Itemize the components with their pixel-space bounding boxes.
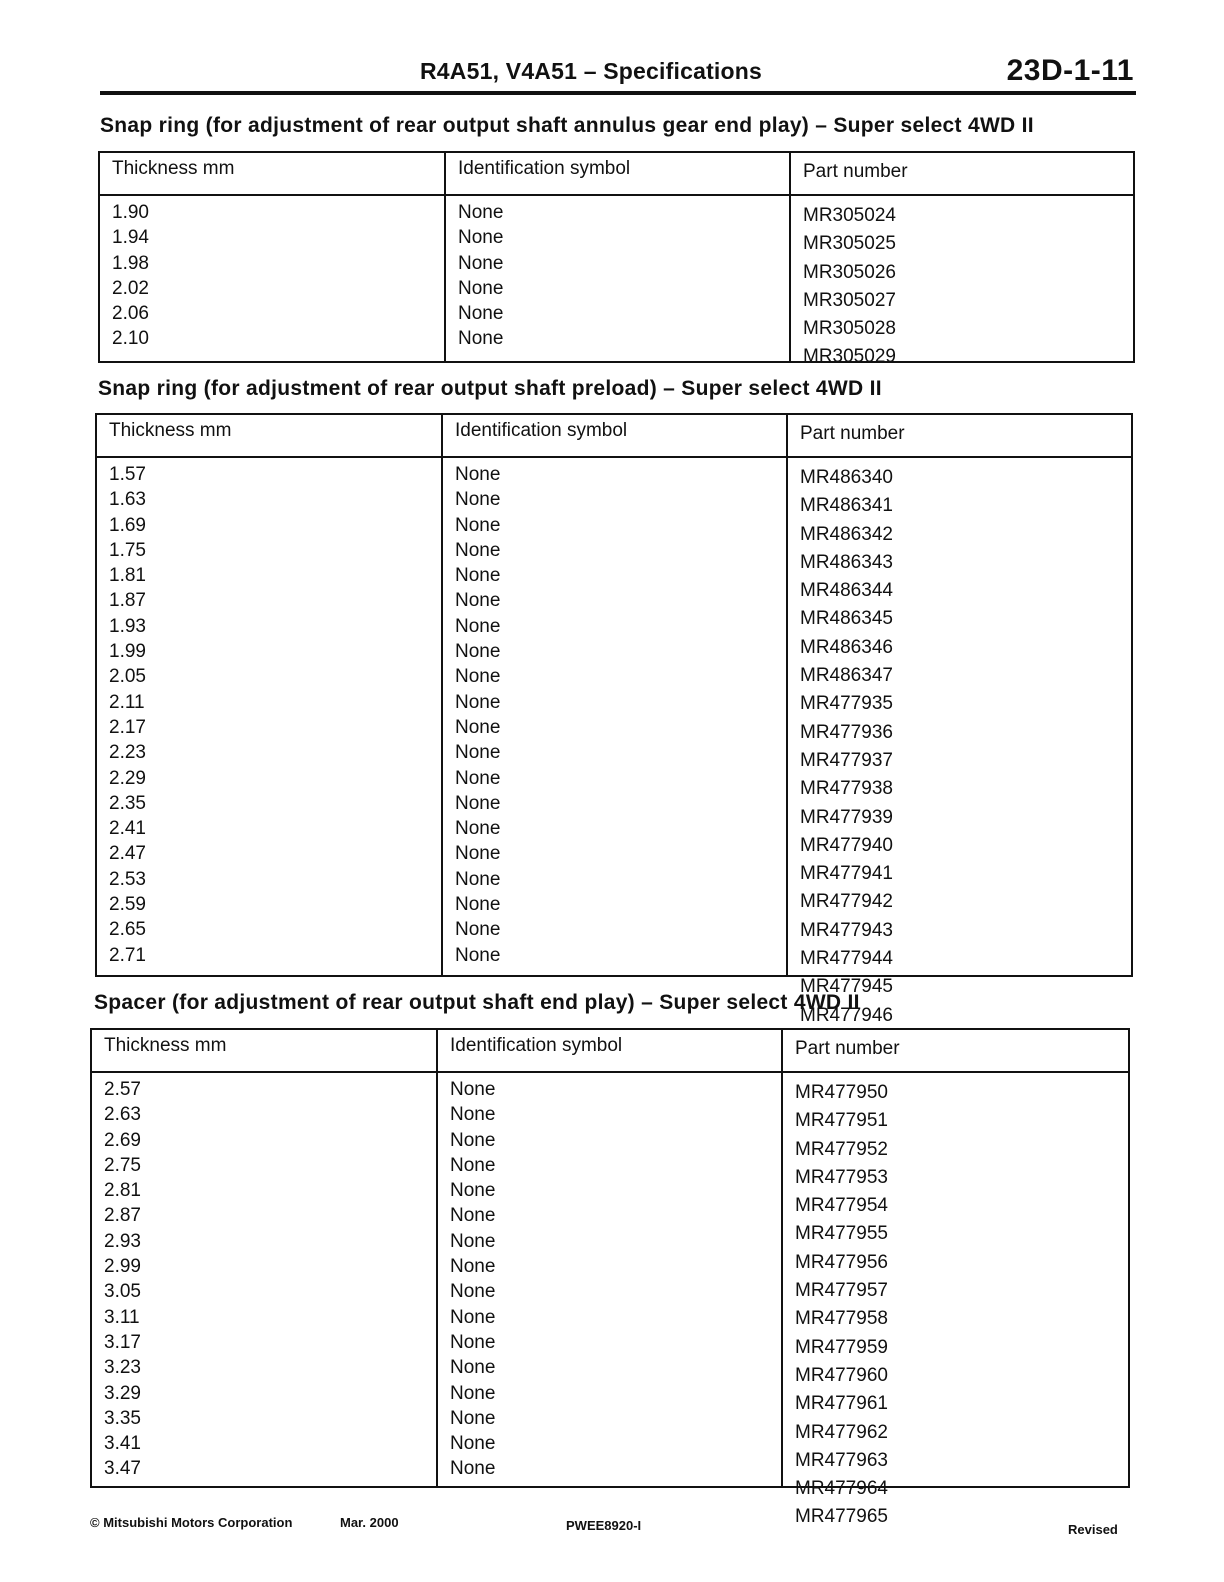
part-number-cell: MR486341 <box>800 495 893 517</box>
part-number-column <box>789 196 1133 368</box>
section-title: Spacer (for adjustment of rear output shaft end play) – Super select 4WD II <box>94 991 860 1014</box>
identification-cell: None <box>450 1180 496 1202</box>
thickness-cell: 3.35 <box>104 1407 141 1429</box>
part-number-cell: MR486345 <box>800 608 893 630</box>
thickness-cell: 2.10 <box>112 328 149 350</box>
thickness-cell: 2.93 <box>104 1230 141 1252</box>
identification-cell: None <box>450 1281 496 1303</box>
part-number-cell: MR477954 <box>795 1195 888 1217</box>
part-number-cell: MR486343 <box>800 551 893 573</box>
part-number-cell: MR477945 <box>800 976 893 998</box>
thickness-cell: 2.65 <box>109 919 146 941</box>
table-header <box>100 153 1133 196</box>
thickness-cell: 3.17 <box>104 1331 141 1353</box>
identification-cell: None <box>450 1382 496 1404</box>
thickness-cell: 2.35 <box>109 792 146 814</box>
identification-cell: None <box>455 767 501 789</box>
thickness-cell: 2.71 <box>109 944 146 966</box>
identification-cell: None <box>450 1256 496 1278</box>
footer-date: Mar. 2000 <box>340 1515 399 1530</box>
thickness-cell: 3.29 <box>104 1382 141 1404</box>
part-number-cell: MR305026 <box>803 261 896 283</box>
part-number-cell: MR477940 <box>800 834 893 856</box>
thickness-cell: 2.02 <box>112 277 149 299</box>
thickness-cell: 1.57 <box>109 464 146 485</box>
part-number-cell: MR477965 <box>795 1506 888 1528</box>
part-number-cell: MR486344 <box>800 580 893 602</box>
identification-cell: None <box>450 1230 496 1252</box>
column-header-identification: Identification symbol <box>444 153 789 194</box>
thickness-cell: 1.75 <box>109 539 146 561</box>
part-number-cell: MR477958 <box>795 1308 888 1330</box>
identification-cell: None <box>455 716 501 738</box>
thickness-cell: 2.69 <box>104 1129 141 1151</box>
thickness-cell: 2.05 <box>109 666 146 688</box>
part-number-cell: MR486347 <box>800 665 893 687</box>
part-number-cell: MR477951 <box>795 1110 888 1132</box>
part-number-cell: MR486340 <box>800 467 893 488</box>
part-number-cell: MR486346 <box>800 636 893 658</box>
thickness-cell: 2.81 <box>104 1180 141 1202</box>
part-number-cell: MR305025 <box>803 233 896 255</box>
column-header-identification: Identification symbol <box>436 1030 781 1071</box>
column-header-part-number: Part number <box>781 1030 1128 1071</box>
table-header <box>92 1030 1128 1073</box>
part-number-cell: MR477944 <box>800 948 893 970</box>
part-number-cell: MR477962 <box>795 1421 888 1443</box>
part-number-cell: MR477963 <box>795 1449 888 1471</box>
part-number-cell: MR477942 <box>800 891 893 913</box>
table-body <box>100 196 1133 368</box>
identification-cell: None <box>455 565 501 587</box>
thickness-cell: 2.23 <box>109 742 146 764</box>
thickness-cell: 2.53 <box>109 868 146 890</box>
identification-cell: None <box>455 590 501 612</box>
identification-cell: None <box>455 641 501 663</box>
part-number-cell: MR477943 <box>800 919 893 941</box>
thickness-cell: 3.23 <box>104 1357 141 1379</box>
part-number-cell: MR477955 <box>795 1223 888 1245</box>
identification-cell: None <box>458 202 504 223</box>
table-header <box>97 415 1131 458</box>
identification-cell: None <box>458 252 504 274</box>
part-number-cell: MR305029 <box>803 346 896 368</box>
identification-column <box>444 196 789 361</box>
page-title: R4A51, V4A51 – Specifications <box>420 58 763 84</box>
section-title: Snap ring (for adjustment of rear output shaft annulus gear end play) – Super select 4WD II <box>100 114 1034 137</box>
thickness-cell: 1.69 <box>109 514 146 536</box>
part-number-cell: MR477957 <box>795 1280 888 1302</box>
spec-table <box>98 151 1135 368</box>
identification-cell: None <box>450 1079 496 1100</box>
thickness-column <box>100 196 444 361</box>
footer-copyright: © Mitsubishi Motors Corporation <box>90 1515 293 1530</box>
part-number-cell: MR477956 <box>795 1251 888 1273</box>
part-number-cell: MR305028 <box>803 318 896 340</box>
part-number-cell: MR477953 <box>795 1166 888 1188</box>
identification-cell: None <box>455 818 501 840</box>
thickness-cell: 2.47 <box>109 843 146 865</box>
part-number-column <box>781 1073 1128 1528</box>
part-number-column <box>786 458 1131 1026</box>
part-number-cell: MR477936 <box>800 721 893 743</box>
thickness-cell: 2.11 <box>109 691 145 713</box>
column-header-part-number: Part number <box>786 415 1131 456</box>
part-number-cell: MR477946 <box>800 1004 893 1026</box>
identification-cell: None <box>455 792 501 814</box>
thickness-cell: 1.87 <box>109 590 146 612</box>
part-number-cell: MR477941 <box>800 863 893 885</box>
identification-cell: None <box>450 1433 496 1455</box>
thickness-column <box>92 1073 436 1486</box>
identification-cell: None <box>455 919 501 941</box>
identification-cell: None <box>450 1306 496 1328</box>
thickness-cell: 2.75 <box>104 1154 141 1176</box>
thickness-cell: 1.99 <box>109 641 146 663</box>
thickness-cell: 1.63 <box>109 489 146 511</box>
identification-cell: None <box>455 615 501 637</box>
header-rule <box>100 91 1136 95</box>
identification-cell: None <box>450 1104 496 1126</box>
column-header-thickness: Thickness mm <box>104 1035 227 1056</box>
identification-cell: None <box>450 1154 496 1176</box>
thickness-cell: 2.41 <box>109 818 146 840</box>
part-number-cell: MR477961 <box>795 1393 888 1415</box>
identification-cell: None <box>455 894 501 916</box>
thickness-cell: 1.81 <box>109 565 146 587</box>
thickness-cell: 2.17 <box>109 716 146 738</box>
column-header-thickness: Thickness mm <box>112 158 235 179</box>
part-number-cell: MR305027 <box>803 289 896 311</box>
identification-cell: None <box>458 303 504 325</box>
identification-cell: None <box>450 1129 496 1151</box>
part-number-cell: MR477964 <box>795 1478 888 1500</box>
identification-cell: None <box>450 1407 496 1429</box>
column-header-thickness: Thickness mm <box>109 420 232 441</box>
part-number-cell: MR477935 <box>800 693 893 715</box>
part-number-cell: MR477938 <box>800 778 893 800</box>
identification-cell: None <box>455 944 501 966</box>
part-number-cell: MR477937 <box>800 749 893 771</box>
identification-cell: None <box>455 868 501 890</box>
identification-cell: None <box>450 1357 496 1379</box>
identification-cell: None <box>455 666 501 688</box>
identification-cell: None <box>455 691 501 713</box>
thickness-cell: 2.06 <box>112 303 149 325</box>
identification-cell: None <box>455 742 501 764</box>
thickness-cell: 2.29 <box>109 767 146 789</box>
thickness-cell: 1.94 <box>112 227 149 249</box>
identification-cell: None <box>455 843 501 865</box>
part-number-cell: MR477952 <box>795 1138 888 1160</box>
identification-column <box>436 1073 781 1486</box>
part-number-cell: MR477950 <box>795 1082 888 1103</box>
identification-column <box>441 458 786 975</box>
section-title: Snap ring (for adjustment of rear output shaft preload) – Super select 4WD II <box>98 377 882 400</box>
thickness-cell: 3.47 <box>104 1458 141 1480</box>
part-number-cell: MR486342 <box>800 523 893 545</box>
part-number-cell: MR305024 <box>803 205 896 226</box>
identification-cell: None <box>450 1205 496 1227</box>
thickness-cell: 1.93 <box>109 615 146 637</box>
identification-cell: None <box>458 328 504 350</box>
part-number-cell: MR477939 <box>800 806 893 828</box>
footer-status: Revised <box>1068 1522 1118 1537</box>
thickness-cell: 3.05 <box>104 1281 141 1303</box>
column-header-part-number: Part number <box>789 153 1133 194</box>
thickness-cell: 3.11 <box>104 1306 140 1328</box>
identification-cell: None <box>455 489 501 511</box>
identification-cell: None <box>455 539 501 561</box>
identification-cell: None <box>455 464 501 485</box>
identification-cell: None <box>450 1331 496 1353</box>
thickness-cell: 2.59 <box>109 894 146 916</box>
thickness-cell: 1.90 <box>112 202 149 223</box>
identification-cell: None <box>458 227 504 249</box>
column-header-identification: Identification symbol <box>441 415 786 456</box>
footer-doc-code: PWEE8920-I <box>566 1518 642 1533</box>
thickness-cell: 3.41 <box>104 1433 141 1455</box>
thickness-cell: 2.57 <box>104 1079 141 1100</box>
thickness-column <box>97 458 441 975</box>
thickness-cell: 1.98 <box>112 252 149 274</box>
thickness-cell: 2.99 <box>104 1256 141 1278</box>
identification-cell: None <box>458 277 504 299</box>
page-number: 23D-1-11 <box>1006 54 1134 87</box>
part-number-cell: MR477959 <box>795 1336 888 1358</box>
identification-cell: None <box>455 514 501 536</box>
thickness-cell: 2.87 <box>104 1205 141 1227</box>
part-number-cell: MR477960 <box>795 1364 888 1386</box>
identification-cell: None <box>450 1458 496 1480</box>
thickness-cell: 2.63 <box>104 1104 141 1126</box>
